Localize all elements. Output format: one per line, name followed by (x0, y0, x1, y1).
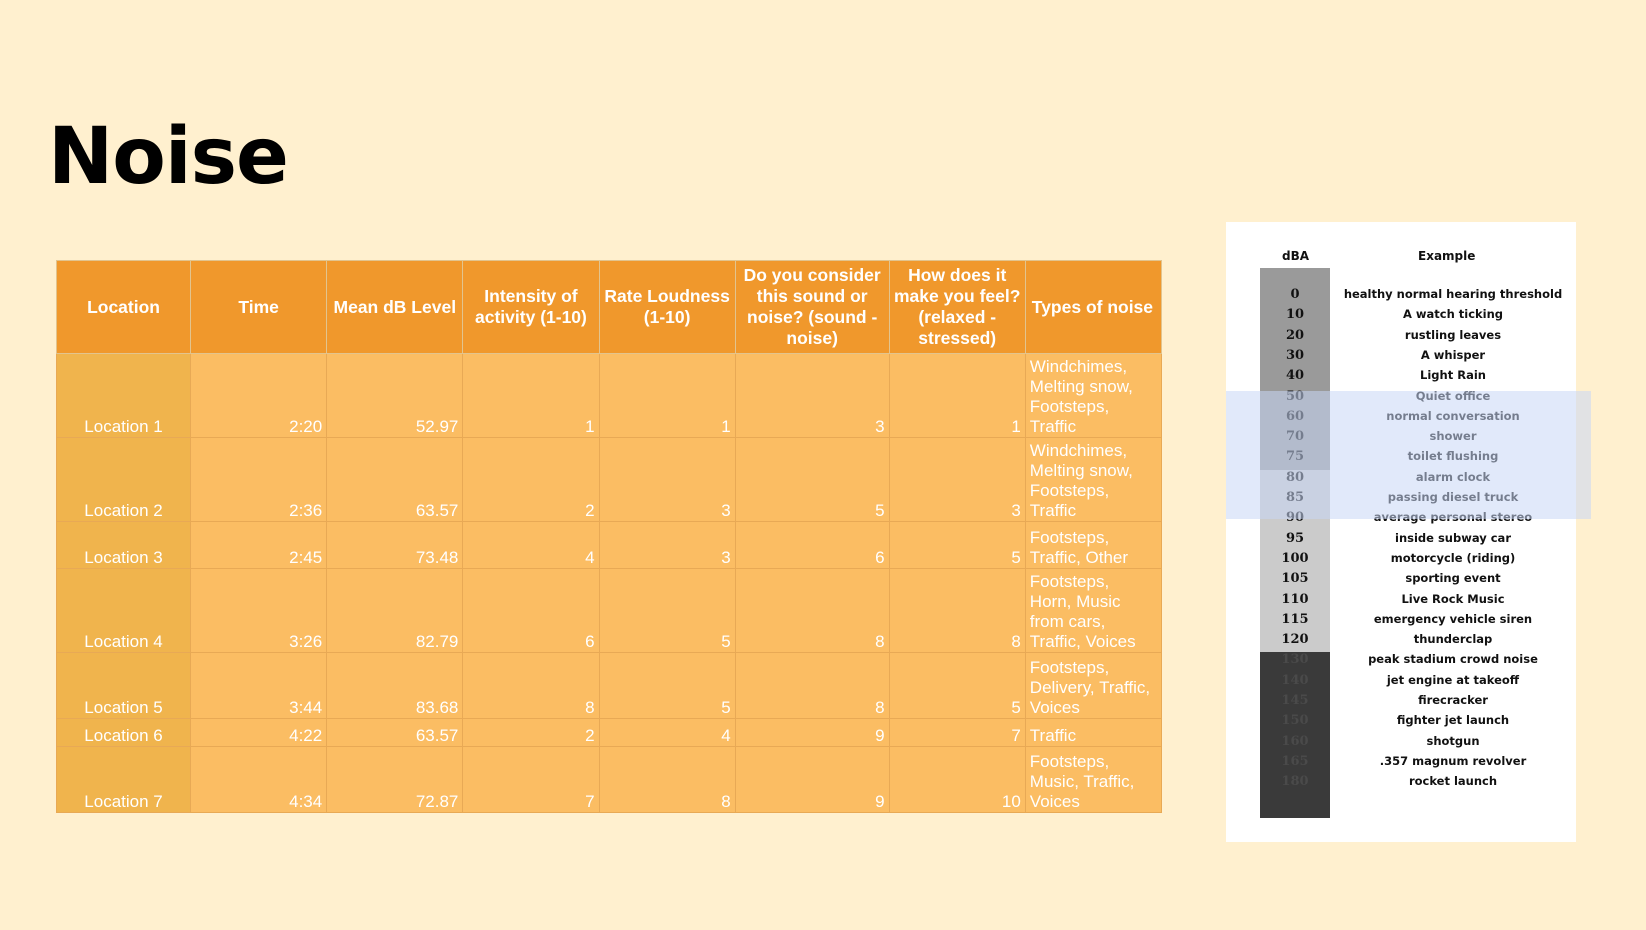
cell-intensity: 2 (463, 438, 599, 522)
dba-value: 130 (1281, 652, 1309, 668)
dba-row (1226, 531, 1576, 552)
slide-title: Noise (48, 112, 288, 202)
cell-types: Traffic (1025, 719, 1161, 747)
dba-value: 10 (1285, 307, 1305, 323)
dba-example: fighter jet launch (1396, 713, 1510, 728)
dba-row (1226, 713, 1576, 734)
dba-value: 105 (1281, 571, 1309, 587)
cell-location: Location 3 (57, 522, 191, 569)
dba-row (1226, 551, 1576, 572)
cell-types: Footsteps, Music, Traffic, Voices (1025, 747, 1161, 813)
dba-row (1226, 307, 1576, 328)
dba-row (1226, 571, 1576, 592)
header-mean-db: Mean dB Level (327, 261, 463, 354)
dba-example: rustling leaves (1404, 327, 1502, 342)
table-row (57, 522, 1162, 569)
dba-value: 20 (1285, 327, 1305, 343)
dba-row (1226, 754, 1576, 775)
dba-example: .357 magnum revolver (1379, 753, 1527, 768)
dba-example: motorcycle (riding) (1390, 550, 1516, 565)
dba-value: 120 (1281, 632, 1309, 648)
cell-loudness: 5 (599, 653, 735, 719)
header-types: Types of noise (1025, 261, 1161, 354)
dba-value: 150 (1281, 713, 1309, 729)
dba-column-header: dBA (1282, 249, 1310, 263)
cell-intensity: 6 (463, 569, 599, 653)
dba-row (1226, 592, 1576, 613)
cell-time: 2:20 (191, 354, 327, 438)
dba-example: Light Rain (1420, 368, 1486, 383)
header-sound-or-noise: Do you consider this sound or noise? (sound - noise) (735, 261, 889, 354)
dba-example: rocket launch (1408, 774, 1498, 789)
cell-types: Windchimes, Melting snow, Footsteps, Traffic (1025, 354, 1161, 438)
cell-location: Location 2 (57, 438, 191, 522)
dba-example: A whisper (1420, 347, 1486, 362)
dba-example: Live Rock Music (1401, 591, 1505, 606)
cell-loudness: 3 (599, 438, 735, 522)
header-feel: How does it make you feel? (relaxed - stressed) (889, 261, 1025, 354)
cell-time: 2:36 (191, 438, 327, 522)
dba-value: 100 (1281, 550, 1309, 566)
cell-feel: 5 (889, 522, 1025, 569)
dba-row (1226, 348, 1576, 369)
dba-row (1226, 652, 1576, 673)
cell-mean-db: 72.87 (327, 747, 463, 813)
cell-types: Windchimes, Melting snow, Footsteps, Traffic (1025, 438, 1161, 522)
cell-mean-db: 83.68 (327, 653, 463, 719)
dba-row (1226, 328, 1576, 349)
dba-value: 110 (1281, 591, 1309, 607)
dba-example: shotgun (1426, 733, 1480, 748)
cell-location: Location 1 (57, 354, 191, 438)
cell-time: 3:44 (191, 653, 327, 719)
cell-intensity: 2 (463, 719, 599, 747)
dba-value: 95 (1285, 530, 1305, 546)
cell-loudness: 5 (599, 569, 735, 653)
cell-time: 2:45 (191, 522, 327, 569)
dba-row (1226, 287, 1576, 308)
dba-example: A watch ticking (1402, 307, 1504, 322)
cell-intensity: 7 (463, 747, 599, 813)
noise-data-table (56, 260, 1162, 813)
dba-value: 30 (1285, 347, 1305, 363)
table-header-row (57, 261, 1162, 354)
cell-sound-noise: 5 (735, 438, 889, 522)
cell-mean-db: 63.57 (327, 438, 463, 522)
dba-value: 180 (1281, 774, 1309, 790)
dba-example: emergency vehicle siren (1373, 611, 1533, 626)
dba-example: sporting event (1405, 571, 1501, 586)
dba-row (1226, 673, 1576, 694)
cell-types: Footsteps, Delivery, Traffic, Voices (1025, 653, 1161, 719)
cell-intensity: 4 (463, 522, 599, 569)
dba-reference-chart (1226, 222, 1576, 842)
table-row (57, 719, 1162, 747)
cell-location: Location 6 (57, 719, 191, 747)
moderate-noise-highlight (1226, 391, 1591, 519)
dba-value: 160 (1281, 733, 1309, 749)
cell-feel: 1 (889, 354, 1025, 438)
dba-example: jet engine at takeoff (1386, 672, 1520, 687)
cell-location: Location 4 (57, 569, 191, 653)
cell-mean-db: 73.48 (327, 522, 463, 569)
header-time: Time (191, 261, 327, 354)
cell-feel: 8 (889, 569, 1025, 653)
cell-location: Location 5 (57, 653, 191, 719)
cell-loudness: 1 (599, 354, 735, 438)
header-intensity: Intensity of activity (1-10) (463, 261, 599, 354)
cell-loudness: 4 (599, 719, 735, 747)
header-location: Location (57, 261, 191, 354)
cell-sound-noise: 9 (735, 719, 889, 747)
table-row (57, 747, 1162, 813)
cell-sound-noise: 9 (735, 747, 889, 813)
cell-intensity: 1 (463, 354, 599, 438)
cell-mean-db: 52.97 (327, 354, 463, 438)
table-row (57, 653, 1162, 719)
dba-value: 115 (1281, 611, 1309, 627)
cell-mean-db: 82.79 (327, 569, 463, 653)
dba-value: 140 (1281, 672, 1309, 688)
header-loudness: Rate Loudness (1-10) (599, 261, 735, 354)
cell-time: 3:26 (191, 569, 327, 653)
dba-example: firecracker (1418, 693, 1488, 707)
cell-feel: 10 (889, 747, 1025, 813)
dba-row (1226, 612, 1576, 633)
cell-sound-noise: 3 (735, 354, 889, 438)
cell-location: Location 7 (57, 747, 191, 813)
dba-row (1226, 734, 1576, 755)
table-row (57, 354, 1162, 438)
cell-mean-db: 63.57 (327, 719, 463, 747)
cell-feel: 3 (889, 438, 1025, 522)
dba-value: 40 (1285, 368, 1305, 384)
cell-loudness: 8 (599, 747, 735, 813)
dba-value: 0 (1290, 287, 1300, 302)
cell-types: Footsteps, Horn, Music from cars, Traffic, Voices (1025, 569, 1161, 653)
example-column-header: Example (1418, 249, 1476, 263)
table-row (57, 569, 1162, 653)
dba-example: thunderclap (1413, 632, 1493, 647)
dba-row (1226, 693, 1576, 714)
cell-sound-noise: 8 (735, 569, 889, 653)
dba-example: inside subway car (1395, 530, 1511, 545)
cell-time: 4:34 (191, 747, 327, 813)
cell-sound-noise: 6 (735, 522, 889, 569)
dba-example: healthy normal hearing threshold (1343, 287, 1563, 301)
table-row (57, 438, 1162, 522)
dba-value: 165 (1281, 753, 1309, 769)
cell-feel: 7 (889, 719, 1025, 747)
cell-intensity: 8 (463, 653, 599, 719)
dba-row (1226, 632, 1576, 653)
dba-row (1226, 368, 1576, 389)
cell-time: 4:22 (191, 719, 327, 747)
dba-row (1226, 774, 1576, 795)
dba-value: 145 (1281, 693, 1309, 708)
cell-feel: 5 (889, 653, 1025, 719)
dba-example: peak stadium crowd noise (1368, 652, 1538, 667)
cell-loudness: 3 (599, 522, 735, 569)
cell-types: Footsteps, Traffic, Other (1025, 522, 1161, 569)
cell-sound-noise: 8 (735, 653, 889, 719)
